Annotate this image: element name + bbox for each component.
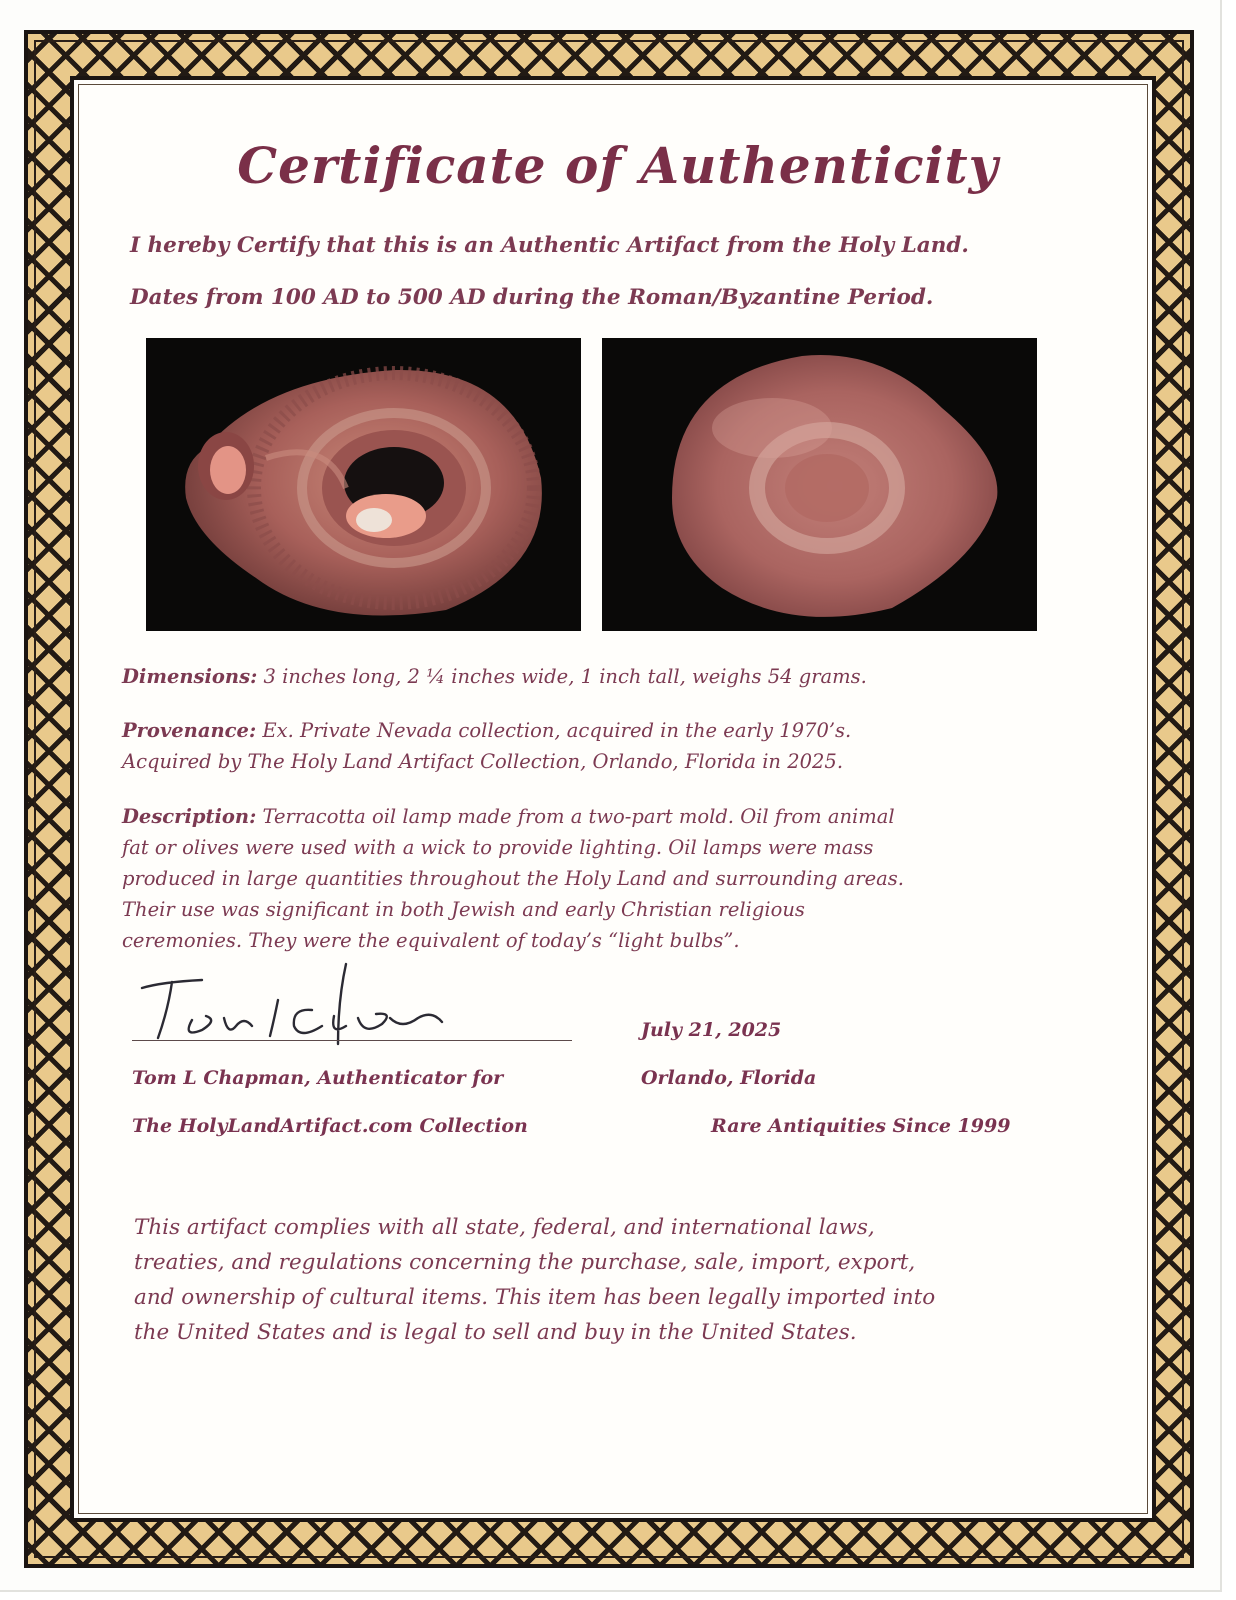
signer-name-title: Tom L Chapman, Authenticator for	[132, 1067, 504, 1089]
dimensions-label: Dimensions:	[122, 665, 258, 688]
legal-compliance-line-4: the United States and is legal to sell and buy in the United States.	[134, 1320, 857, 1345]
certification-statement: I hereby Certify that this is an Authentic Artifact from the Holy Land.	[130, 233, 969, 258]
signature-line	[132, 1040, 572, 1041]
oil-lamp-top-view-photo	[146, 338, 581, 631]
description-line-4: Their use was significant in both Jewish and early Christian religious	[122, 898, 805, 921]
description-line-5: ceremonies. They were the equivalent of today’s “light bulbs”.	[122, 929, 740, 952]
signing-date: July 21, 2025	[641, 1019, 782, 1041]
signing-location: Orlando, Florida	[641, 1067, 817, 1089]
description-line-1	[122, 801, 895, 832]
description-value: Terracotta oil lamp made from a two-part mold. Oil from animal	[256, 805, 895, 828]
description-label: Description:	[122, 805, 257, 828]
legal-compliance-line-2: treaties, and regulations concerning the purchase, sale, import, export,	[134, 1250, 916, 1275]
signer-organization: The HolyLandArtifact.com Collection	[132, 1115, 528, 1137]
provenance-line-1	[122, 715, 851, 746]
company-tagline: Rare Antiquities Since 1999	[711, 1115, 1011, 1137]
legal-compliance-line-3: and ownership of cultural items. This item has been legally imported into	[134, 1285, 936, 1310]
dating-statement: Dates from 100 AD to 500 AD during the Roman/Byzantine Period.	[130, 285, 934, 310]
dimensions-line	[122, 661, 867, 692]
certificate-title: Certificate of Authenticity	[237, 136, 999, 195]
provenance-value: Ex. Private Nevada collection, acquired in the early 1970’s.	[256, 719, 852, 742]
provenance-line-2: Acquired by The Holy Land Artifact Collection, Orlando, Florida in 2025.	[122, 750, 844, 773]
oil-lamp-bottom-view-photo	[602, 338, 1037, 631]
dimensions-value: 3 inches long, 2 ¼ inches wide, 1 inch tall, weighs 54 grams.	[257, 665, 867, 688]
legal-compliance-line-1: This artifact complies with all state, federal, and international laws,	[134, 1215, 875, 1240]
description-line-2: fat or olives were used with a wick to provide lighting. Oil lamps were mass	[122, 836, 874, 859]
handwritten-signature	[132, 960, 462, 1050]
description-line-3: produced in large quantities throughout the Holy Land and surrounding areas.	[122, 867, 904, 890]
provenance-label: Provenance:	[122, 719, 257, 742]
